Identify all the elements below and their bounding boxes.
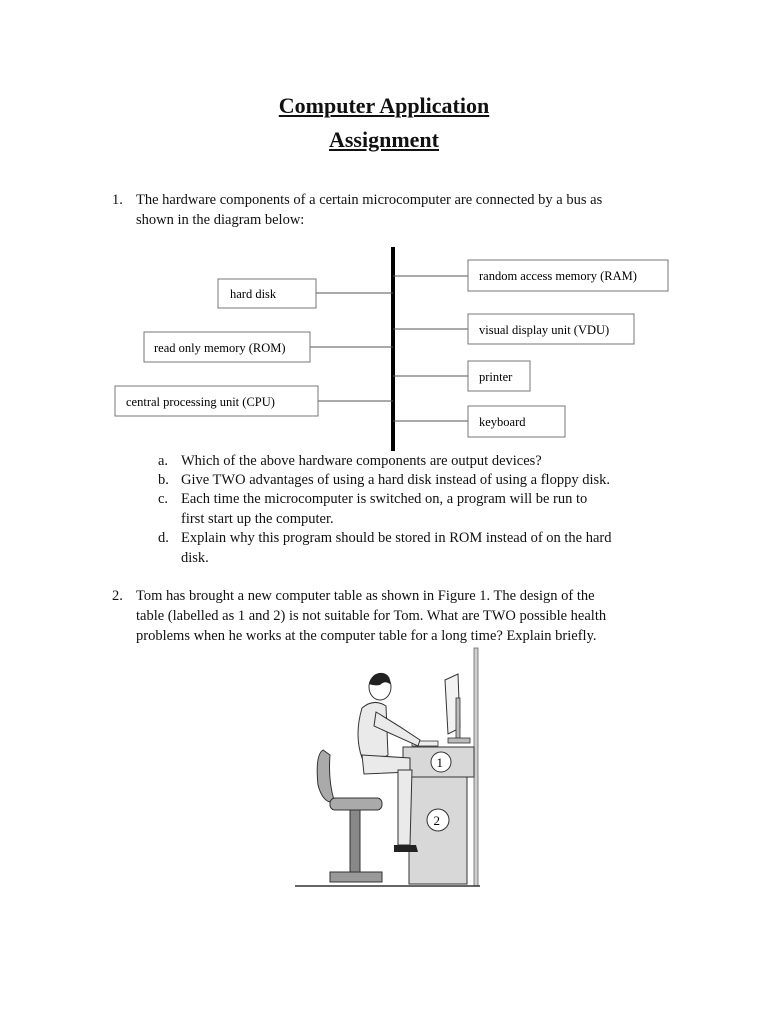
- question-1-text-line1: The hardware components of a certain microcomputer are connected by a bus as: [136, 192, 603, 208]
- bus-diagram: [110, 240, 680, 460]
- figure-label-2: 2: [433, 813, 440, 828]
- subquestion-d: [158, 528, 698, 568]
- subquestion-a-text: Which of the above hardware components are output devices?: [181, 453, 542, 469]
- subquestion-c-letter: c.: [158, 491, 169, 507]
- box-keyboard-label: keyboard: [479, 415, 526, 429]
- title-line2: Assignment: [328, 127, 439, 152]
- bus-diagram-svg: [110, 240, 680, 455]
- box-hard-disk-label: hard disk: [230, 287, 277, 301]
- figure-computer-desk: [290, 640, 490, 895]
- question-1-number: 1.: [112, 192, 123, 208]
- box-printer: [468, 361, 530, 391]
- question-2-text-line3: problems when he works at the computer table for a long time? Explain briefly.: [136, 628, 597, 644]
- box-rom-label: read only memory (ROM): [154, 341, 286, 355]
- box-hard-disk: [218, 279, 316, 308]
- box-keyboard: [468, 406, 565, 437]
- subquestion-a-letter: a.: [158, 453, 169, 469]
- question-1-text-line2: shown in the diagram below:: [136, 212, 305, 228]
- wall: [474, 648, 478, 886]
- desk-part-2: [409, 777, 467, 884]
- subquestion-a: [158, 451, 698, 471]
- subquestion-c-line1: Each time the microcomputer is switched on, a program will be run to: [181, 491, 588, 507]
- box-ram-label: random access memory (RAM): [479, 269, 637, 283]
- question-2-text-line2: table (labelled as 1 and 2) is not suitable for Tom. What are TWO possible health: [136, 608, 607, 624]
- question-2-text-line1: Tom has brought a new computer table as shown in Figure 1. The design of the: [136, 588, 595, 604]
- subquestion-d-line2: disk.: [181, 550, 209, 566]
- question-2-number: 2.: [112, 588, 123, 604]
- figure-svg: [290, 640, 490, 890]
- monitor-icon: [445, 674, 470, 743]
- title-line1: Computer Application: [278, 93, 490, 118]
- question-2: [112, 586, 712, 646]
- question-1: [112, 190, 692, 230]
- box-vdu: [468, 314, 634, 344]
- box-rom: [144, 332, 310, 362]
- box-printer-label: printer: [479, 370, 513, 384]
- subquestion-d-line1: Explain why this program should be stored in ROM instead of on the hard: [181, 530, 612, 546]
- subquestion-b: [158, 470, 698, 490]
- subquestion-b-letter: b.: [158, 472, 169, 488]
- box-cpu-label: central processing unit (CPU): [126, 395, 275, 409]
- desk-part-1: [403, 747, 474, 777]
- subquestion-d-letter: d.: [158, 530, 169, 546]
- figure-label-1: 1: [436, 755, 443, 770]
- box-cpu: [115, 386, 318, 416]
- subquestion-c-line2: first start up the computer.: [181, 511, 334, 527]
- box-ram: [468, 260, 668, 291]
- box-vdu-label: visual display unit (VDU): [479, 323, 610, 337]
- subquestion-b-text: Give TWO advantages of using a hard disk instead of using a floppy disk.: [181, 472, 611, 488]
- subquestion-c: [158, 489, 698, 529]
